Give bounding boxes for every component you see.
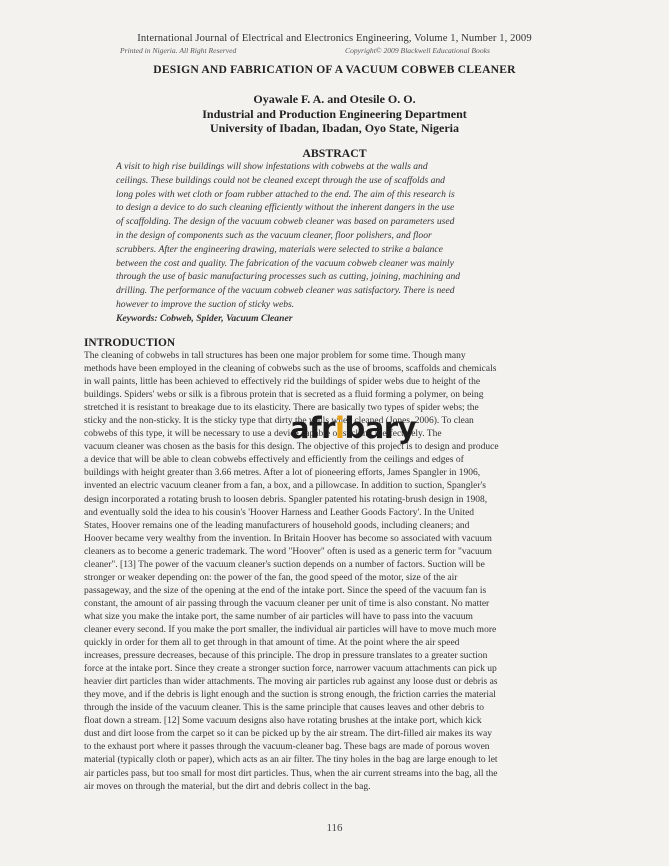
body-line: material (typically cloth or paper), which acts as an air filter. The tiny holes in the bag are large enough to let [84,755,498,766]
abstract-line: scrubbers. After the engineering drawing, materials were selected to strike a balance [116,243,443,255]
department: Industrial and Production Engineering Department [202,106,467,121]
copyright-note: Copyright© 2009 Blackwell Educational Books [345,46,490,55]
body-line: Hoover became very wealthy from the invention. In Britain Hoover has become so associated with vacuum [84,533,492,544]
abstract-line: however to improve the suction of sticky webs. [116,298,295,310]
body-line: invented an electric vacuum cleaner from a fan, a box, and a pillowcase. In addition to suction, Spangler's [84,481,486,492]
body-line: through the inside of the vacuum cleaner. This is the same principle that causes leaves and other debris to [84,703,485,714]
body-line: a device that will be able to clean cobwebs effectively and efficiently from the ceilings and edges of [84,455,464,466]
body-line: quickly in order for them all to get through in that amount of time. At the point where the air speed [84,638,460,649]
abstract-line: A visit to high rise buildings will show infestations with cobwebs at the walls and [116,161,428,172]
page-number: 116 [326,822,343,834]
abstract-line: ceilings. These buildings could not be cleaned except through the use of scaffolds and [116,174,445,186]
abstract-line: between the cost and quality. The fabrication of the vacuum cobweb cleaner was mainly [116,257,454,269]
body-line: design incorporated a rotating brush to loosen debris. Spangler patented his rotating-brush design in 1908, [84,494,488,505]
journal-header: International Journal of Electrical and Electronics Engineering, Volume 1, Number 1, 2009 [137,33,532,44]
body-line: constant, the amount of air passing through the vacuum cleaner per unit of time is also constant. No matter [84,598,490,609]
body-line: air particles pass, but too small for most dirt particles. Thus, when the air current streams into the bag, all the [84,768,498,779]
body-line: cobwebs of this type, it will be necessary to use a device capable of sucking it effectively. The [84,429,442,440]
abstract-line: in the design of components such as the vacuum cleaner, floor polishers, and floor [116,229,432,241]
body-line: stretched it is resistant to breakage due to its elasticity. There are basically two types of spider webs; the [84,403,479,414]
body-line: cleaner". [13] The power of the vacuum cleaner's suction depends on a number of factors. Suction will be [84,559,485,570]
body-line: in wall paints, little has been achieved to effectively rid the buildings of spider webs due to height of the [84,377,481,388]
body-line: methods have been employed in the cleaning of cobwebs such as the use of brooms, scaffolds and chemicals [84,364,497,375]
body-line: cleaners as to become a generic trademark. The word "Hoover" often is used as a generic term for "vacuum [84,546,492,557]
abstract-body [116,160,544,326]
author-block [0,92,669,136]
body-line: they move, and if the debris is light enough and the suction is strong enough, the friction carries the material [84,690,496,701]
paper-title: DESIGN AND FABRICATION OF A VACUUM COBWEB CLEANER [153,63,516,76]
abstract-line: through the use of basic manufacturing processes such as cutting, joining, machining and [116,271,461,283]
body-line: sticky and the non-sticky. It is the sticky type that dirty the walls when cleaned (Jones, 2006). To clean [84,416,474,427]
authors: Oyawale F. A. and Otesile O. O. [253,92,416,106]
body-line: vacuum cleaner was chosen as the basis for this design. The objective of this project is to design and produce [84,442,499,453]
watermark-part1: afr [290,411,335,445]
watermark-part2: i [335,411,345,445]
body-line: buildings. Spiders' webs or silk is a fibrous protein that is secreted as a fluid forming a polymer, on being [84,390,484,401]
body-line: The cleaning of cobwebs in tall structures has been one major problem for some time. Though many [84,351,466,361]
watermark-part3: bary [344,411,416,445]
body-line: increases, pressure decreases, because of this principle. The drop in pressure translates to a greater suction [84,651,488,662]
body-line: States, Hoover remains one of the leading manufacturers of household goods, including cleaners; and [84,520,470,531]
body-line: force at the intake port. Since they create a stronger suction force, narrower vacuum attachments can pick up [84,664,497,675]
body-line: what size you make the intake port, the same number of air particles will have to pass into the vacuum [84,611,473,622]
body-line: air moves on through the material, but the dirt and debris collect in the bag. [84,781,371,792]
body-line: stronger or weaker depending on: the power of the fan, the good speed of the motor, size of the air [84,572,458,583]
university: University of Ibadan, Ibadan, Oyo State, Nigeria [209,121,460,135]
afribary-watermark [290,411,416,445]
body-line: cleaner every second. If you make the port smaller, the individual air particles will have to move much more [84,624,497,635]
abstract-line: drilling. The performance of the vacuum cobweb cleaner was satisfactory. There is need [116,285,455,297]
abstract-heading: ABSTRACT [302,146,367,160]
introduction-heading: INTRODUCTION [84,337,176,349]
body-line: heavier dirt particles than wider attachments. The moving air particles rub against any loose dust or debris as [84,677,498,688]
abstract-line: to design a device to do such cleaning efficiently without the inherent dangers in the use [116,202,455,214]
body-line: dust and dirt loose from the carpet so it can be picked up by the air stream. The dirt-filled air makes its way [84,729,492,740]
body-line: and eventually sold the idea to his cousin's 'Hoover Harness and Leather Goods Factory'. In the United [84,507,475,518]
body-line: buildings with height greater than 3.66 metres. After a lot of pioneering efforts, James Spangler in 1906, [84,468,481,479]
keywords: Keywords: Cobweb, Spider, Vacuum Cleaner [116,312,293,324]
printed-note: Printed in Nigeria. All Right Reserved [120,46,237,55]
abstract-line: long poles with wet cloth or foam rubber attached to the end. The aim of this research is [116,188,455,200]
abstract-line: of scaffolding. The design of the vacuum cobweb cleaner was based on parameters used [116,216,455,228]
body-line: passageway, and the size of the opening at the end of the intake port. Since the speed of the vacuum fan is [84,585,487,596]
body-line: float down a stream. [12] Some vacuum designs also have rotating brushes at the intake port, which kick [84,716,482,727]
body-line: to the exhaust port where it passes through the vacuum-cleaner bag. These bags are made of porous woven [84,742,490,753]
